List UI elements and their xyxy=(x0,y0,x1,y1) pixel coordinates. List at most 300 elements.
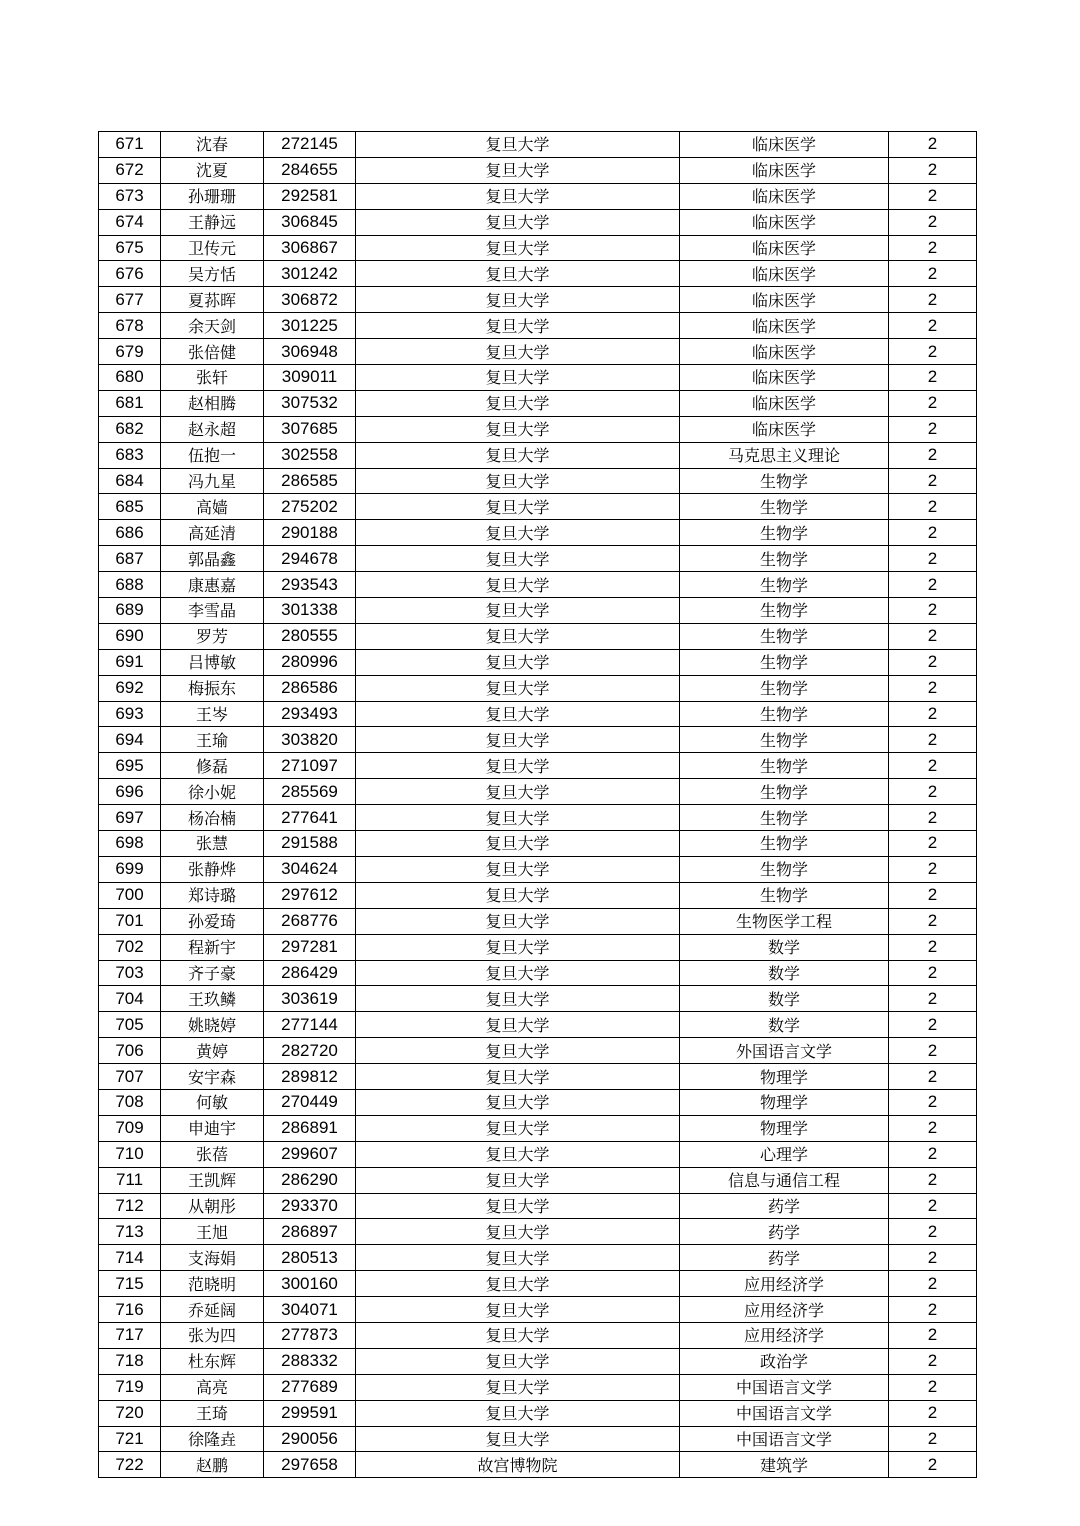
table-row xyxy=(99,339,977,365)
batch-cell: 2 xyxy=(889,1348,977,1374)
candidate-id-cell: 285569 xyxy=(264,779,356,805)
table-row xyxy=(99,701,977,727)
row-index-cell: 701 xyxy=(99,908,161,934)
institution-cell: 复旦大学 xyxy=(356,1219,680,1245)
candidate-id-cell: 268776 xyxy=(264,908,356,934)
batch-cell: 2 xyxy=(889,882,977,908)
table-row xyxy=(99,1452,977,1478)
row-index-cell: 686 xyxy=(99,520,161,546)
candidate-id-cell: 306948 xyxy=(264,339,356,365)
candidate-id-cell: 306867 xyxy=(264,235,356,261)
major-cell: 临床医学 xyxy=(680,157,889,183)
batch-cell: 2 xyxy=(889,675,977,701)
batch-cell: 2 xyxy=(889,1400,977,1426)
batch-cell: 2 xyxy=(889,649,977,675)
major-cell: 生物学 xyxy=(680,675,889,701)
name-cell: 何敏 xyxy=(161,1089,264,1115)
name-cell: 余天剑 xyxy=(161,313,264,339)
name-cell: 王瑜 xyxy=(161,727,264,753)
row-index-cell: 714 xyxy=(99,1245,161,1271)
batch-cell: 2 xyxy=(889,1038,977,1064)
institution-cell: 复旦大学 xyxy=(356,494,680,520)
table-row xyxy=(99,1064,977,1090)
candidate-id-cell: 286429 xyxy=(264,960,356,986)
candidate-id-cell: 291588 xyxy=(264,831,356,857)
batch-cell: 2 xyxy=(889,235,977,261)
table-row xyxy=(99,1012,977,1038)
major-cell: 生物学 xyxy=(680,649,889,675)
batch-cell: 2 xyxy=(889,831,977,857)
candidate-id-cell: 309011 xyxy=(264,365,356,391)
candidate-id-cell: 282720 xyxy=(264,1038,356,1064)
batch-cell: 2 xyxy=(889,1064,977,1090)
row-index-cell: 694 xyxy=(99,727,161,753)
row-index-cell: 720 xyxy=(99,1400,161,1426)
candidate-id-cell: 294678 xyxy=(264,546,356,572)
row-index-cell: 719 xyxy=(99,1374,161,1400)
institution-cell: 复旦大学 xyxy=(356,261,680,287)
name-cell: 伍抱一 xyxy=(161,442,264,468)
major-cell: 生物学 xyxy=(680,727,889,753)
institution-cell: 复旦大学 xyxy=(356,1115,680,1141)
table-row xyxy=(99,494,977,520)
institution-cell: 复旦大学 xyxy=(356,779,680,805)
candidate-id-cell: 286891 xyxy=(264,1115,356,1141)
name-cell: 沈春 xyxy=(161,132,264,158)
candidate-id-cell: 292581 xyxy=(264,183,356,209)
name-cell: 杨冶楠 xyxy=(161,805,264,831)
institution-cell: 复旦大学 xyxy=(356,235,680,261)
major-cell: 中国语言文学 xyxy=(680,1374,889,1400)
candidate-id-cell: 306872 xyxy=(264,287,356,313)
row-index-cell: 688 xyxy=(99,572,161,598)
table-row xyxy=(99,468,977,494)
candidate-id-cell: 277641 xyxy=(264,805,356,831)
table-row xyxy=(99,1426,977,1452)
major-cell: 临床医学 xyxy=(680,390,889,416)
table-row xyxy=(99,934,977,960)
institution-cell: 复旦大学 xyxy=(356,675,680,701)
batch-cell: 2 xyxy=(889,934,977,960)
candidate-id-cell: 277873 xyxy=(264,1322,356,1348)
batch-cell: 2 xyxy=(889,1271,977,1297)
candidate-id-cell: 272145 xyxy=(264,132,356,158)
batch-cell: 2 xyxy=(889,701,977,727)
name-cell: 杜东辉 xyxy=(161,1348,264,1374)
major-cell: 临床医学 xyxy=(680,416,889,442)
candidate-id-cell: 303619 xyxy=(264,986,356,1012)
table-row xyxy=(99,779,977,805)
institution-cell: 复旦大学 xyxy=(356,1348,680,1374)
candidate-id-cell: 306845 xyxy=(264,209,356,235)
row-index-cell: 692 xyxy=(99,675,161,701)
institution-cell: 复旦大学 xyxy=(356,1271,680,1297)
table-row xyxy=(99,727,977,753)
candidate-id-cell: 297612 xyxy=(264,882,356,908)
row-index-cell: 721 xyxy=(99,1426,161,1452)
name-cell: 申迪宇 xyxy=(161,1115,264,1141)
name-cell: 沈夏 xyxy=(161,157,264,183)
batch-cell: 2 xyxy=(889,753,977,779)
batch-cell: 2 xyxy=(889,1426,977,1452)
major-cell: 临床医学 xyxy=(680,132,889,158)
table-row xyxy=(99,1089,977,1115)
name-cell: 卫传元 xyxy=(161,235,264,261)
name-cell: 高亮 xyxy=(161,1374,264,1400)
table-row xyxy=(99,1400,977,1426)
candidate-id-cell: 286897 xyxy=(264,1219,356,1245)
name-cell: 王玖鳞 xyxy=(161,986,264,1012)
institution-cell: 复旦大学 xyxy=(356,365,680,391)
table-row xyxy=(99,1271,977,1297)
row-index-cell: 674 xyxy=(99,209,161,235)
row-index-cell: 699 xyxy=(99,856,161,882)
name-cell: 修磊 xyxy=(161,753,264,779)
row-index-cell: 678 xyxy=(99,313,161,339)
table-row xyxy=(99,132,977,158)
institution-cell: 复旦大学 xyxy=(356,1012,680,1038)
row-index-cell: 705 xyxy=(99,1012,161,1038)
candidate-id-cell: 280996 xyxy=(264,649,356,675)
table-row xyxy=(99,1374,977,1400)
name-cell: 郭晶鑫 xyxy=(161,546,264,572)
major-cell: 数学 xyxy=(680,986,889,1012)
table-row xyxy=(99,1245,977,1271)
candidate-id-cell: 307532 xyxy=(264,390,356,416)
table-row xyxy=(99,598,977,624)
candidate-id-cell: 300160 xyxy=(264,1271,356,1297)
table-row xyxy=(99,365,977,391)
candidate-id-cell: 304071 xyxy=(264,1297,356,1323)
candidate-id-cell: 289812 xyxy=(264,1064,356,1090)
candidate-id-cell: 277144 xyxy=(264,1012,356,1038)
candidate-id-cell: 299591 xyxy=(264,1400,356,1426)
batch-cell: 2 xyxy=(889,1452,977,1478)
major-cell: 临床医学 xyxy=(680,209,889,235)
name-cell: 张倍健 xyxy=(161,339,264,365)
institution-cell: 复旦大学 xyxy=(356,157,680,183)
candidate-id-cell: 307685 xyxy=(264,416,356,442)
candidate-id-cell: 293543 xyxy=(264,572,356,598)
institution-cell: 复旦大学 xyxy=(356,934,680,960)
major-cell: 外国语言文学 xyxy=(680,1038,889,1064)
name-cell: 夏荪晖 xyxy=(161,287,264,313)
institution-cell: 复旦大学 xyxy=(356,908,680,934)
row-index-cell: 689 xyxy=(99,598,161,624)
major-cell: 药学 xyxy=(680,1193,889,1219)
table-row xyxy=(99,986,977,1012)
major-cell: 生物学 xyxy=(680,468,889,494)
table-row xyxy=(99,572,977,598)
institution-cell: 故宫博物院 xyxy=(356,1452,680,1478)
name-cell: 程新宇 xyxy=(161,934,264,960)
batch-cell: 2 xyxy=(889,1219,977,1245)
table-row xyxy=(99,1193,977,1219)
candidate-id-cell: 297658 xyxy=(264,1452,356,1478)
name-cell: 吴方恬 xyxy=(161,261,264,287)
table-row xyxy=(99,908,977,934)
batch-cell: 2 xyxy=(889,856,977,882)
institution-cell: 复旦大学 xyxy=(356,986,680,1012)
table-row xyxy=(99,882,977,908)
institution-cell: 复旦大学 xyxy=(356,339,680,365)
row-index-cell: 712 xyxy=(99,1193,161,1219)
institution-cell: 复旦大学 xyxy=(356,831,680,857)
major-cell: 物理学 xyxy=(680,1064,889,1090)
major-cell: 生物学 xyxy=(680,856,889,882)
candidate-id-cell: 271097 xyxy=(264,753,356,779)
batch-cell: 2 xyxy=(889,1141,977,1167)
major-cell: 生物学 xyxy=(680,623,889,649)
name-cell: 徐小妮 xyxy=(161,779,264,805)
name-cell: 康惠嘉 xyxy=(161,572,264,598)
name-cell: 范晓明 xyxy=(161,1271,264,1297)
major-cell: 生物学 xyxy=(680,779,889,805)
candidate-id-cell: 301225 xyxy=(264,313,356,339)
institution-cell: 复旦大学 xyxy=(356,727,680,753)
batch-cell: 2 xyxy=(889,727,977,753)
name-cell: 张蓓 xyxy=(161,1141,264,1167)
batch-cell: 2 xyxy=(889,261,977,287)
major-cell: 临床医学 xyxy=(680,261,889,287)
major-cell: 政治学 xyxy=(680,1348,889,1374)
batch-cell: 2 xyxy=(889,986,977,1012)
row-index-cell: 675 xyxy=(99,235,161,261)
table-row xyxy=(99,546,977,572)
table-row xyxy=(99,1322,977,1348)
name-cell: 李雪晶 xyxy=(161,598,264,624)
table-row xyxy=(99,183,977,209)
table-row xyxy=(99,805,977,831)
batch-cell: 2 xyxy=(889,313,977,339)
institution-cell: 复旦大学 xyxy=(356,546,680,572)
institution-cell: 复旦大学 xyxy=(356,1297,680,1323)
row-index-cell: 706 xyxy=(99,1038,161,1064)
institution-cell: 复旦大学 xyxy=(356,572,680,598)
row-index-cell: 700 xyxy=(99,882,161,908)
major-cell: 生物学 xyxy=(680,598,889,624)
row-index-cell: 711 xyxy=(99,1167,161,1193)
candidate-id-cell: 286585 xyxy=(264,468,356,494)
batch-cell: 2 xyxy=(889,805,977,831)
batch-cell: 2 xyxy=(889,1089,977,1115)
institution-cell: 复旦大学 xyxy=(356,805,680,831)
major-cell: 临床医学 xyxy=(680,183,889,209)
major-cell: 生物学 xyxy=(680,494,889,520)
row-index-cell: 679 xyxy=(99,339,161,365)
row-index-cell: 707 xyxy=(99,1064,161,1090)
institution-cell: 复旦大学 xyxy=(356,598,680,624)
table-row xyxy=(99,313,977,339)
table-row xyxy=(99,1348,977,1374)
institution-cell: 复旦大学 xyxy=(356,520,680,546)
name-cell: 赵相腾 xyxy=(161,390,264,416)
batch-cell: 2 xyxy=(889,339,977,365)
name-cell: 安宇森 xyxy=(161,1064,264,1090)
name-cell: 徐隆垚 xyxy=(161,1426,264,1452)
table-row xyxy=(99,520,977,546)
batch-cell: 2 xyxy=(889,1245,977,1271)
table-row xyxy=(99,831,977,857)
candidate-id-cell: 302558 xyxy=(264,442,356,468)
row-index-cell: 722 xyxy=(99,1452,161,1478)
major-cell: 药学 xyxy=(680,1245,889,1271)
name-cell: 乔延阔 xyxy=(161,1297,264,1323)
row-index-cell: 682 xyxy=(99,416,161,442)
institution-cell: 复旦大学 xyxy=(356,1426,680,1452)
institution-cell: 复旦大学 xyxy=(356,442,680,468)
batch-cell: 2 xyxy=(889,1167,977,1193)
candidate-id-cell: 293493 xyxy=(264,701,356,727)
institution-cell: 复旦大学 xyxy=(356,287,680,313)
row-index-cell: 676 xyxy=(99,261,161,287)
table-row xyxy=(99,649,977,675)
candidate-id-cell: 301242 xyxy=(264,261,356,287)
row-index-cell: 673 xyxy=(99,183,161,209)
candidate-id-cell: 297281 xyxy=(264,934,356,960)
major-cell: 中国语言文学 xyxy=(680,1426,889,1452)
batch-cell: 2 xyxy=(889,416,977,442)
major-cell: 心理学 xyxy=(680,1141,889,1167)
name-cell: 赵永超 xyxy=(161,416,264,442)
institution-cell: 复旦大学 xyxy=(356,1322,680,1348)
institution-cell: 复旦大学 xyxy=(356,1193,680,1219)
candidate-id-cell: 286290 xyxy=(264,1167,356,1193)
batch-cell: 2 xyxy=(889,1322,977,1348)
institution-cell: 复旦大学 xyxy=(356,1141,680,1167)
candidate-id-cell: 284655 xyxy=(264,157,356,183)
name-cell: 梅振东 xyxy=(161,675,264,701)
name-cell: 王琦 xyxy=(161,1400,264,1426)
batch-cell: 2 xyxy=(889,209,977,235)
major-cell: 数学 xyxy=(680,934,889,960)
batch-cell: 2 xyxy=(889,494,977,520)
name-cell: 赵鹏 xyxy=(161,1452,264,1478)
institution-cell: 复旦大学 xyxy=(356,1038,680,1064)
name-cell: 孙珊珊 xyxy=(161,183,264,209)
name-cell: 张慧 xyxy=(161,831,264,857)
batch-cell: 2 xyxy=(889,365,977,391)
institution-cell: 复旦大学 xyxy=(356,623,680,649)
row-index-cell: 709 xyxy=(99,1115,161,1141)
candidate-id-cell: 301338 xyxy=(264,598,356,624)
row-index-cell: 681 xyxy=(99,390,161,416)
row-index-cell: 710 xyxy=(99,1141,161,1167)
major-cell: 临床医学 xyxy=(680,365,889,391)
name-cell: 罗芳 xyxy=(161,623,264,649)
name-cell: 从朝彤 xyxy=(161,1193,264,1219)
name-cell: 王静远 xyxy=(161,209,264,235)
row-index-cell: 698 xyxy=(99,831,161,857)
name-cell: 王岑 xyxy=(161,701,264,727)
batch-cell: 2 xyxy=(889,1374,977,1400)
major-cell: 生物学 xyxy=(680,882,889,908)
batch-cell: 2 xyxy=(889,468,977,494)
candidate-id-cell: 270449 xyxy=(264,1089,356,1115)
institution-cell: 复旦大学 xyxy=(356,960,680,986)
row-index-cell: 680 xyxy=(99,365,161,391)
major-cell: 生物学 xyxy=(680,520,889,546)
row-index-cell: 708 xyxy=(99,1089,161,1115)
major-cell: 生物医学工程 xyxy=(680,908,889,934)
batch-cell: 2 xyxy=(889,1115,977,1141)
batch-cell: 2 xyxy=(889,546,977,572)
batch-cell: 2 xyxy=(889,442,977,468)
row-index-cell: 677 xyxy=(99,287,161,313)
batch-cell: 2 xyxy=(889,520,977,546)
candidate-id-cell: 286586 xyxy=(264,675,356,701)
institution-cell: 复旦大学 xyxy=(356,390,680,416)
major-cell: 生物学 xyxy=(680,546,889,572)
major-cell: 数学 xyxy=(680,960,889,986)
batch-cell: 2 xyxy=(889,598,977,624)
institution-cell: 复旦大学 xyxy=(356,132,680,158)
row-index-cell: 717 xyxy=(99,1322,161,1348)
table-row xyxy=(99,235,977,261)
row-index-cell: 718 xyxy=(99,1348,161,1374)
batch-cell: 2 xyxy=(889,183,977,209)
table-row xyxy=(99,1115,977,1141)
row-index-cell: 695 xyxy=(99,753,161,779)
table-row xyxy=(99,287,977,313)
major-cell: 生物学 xyxy=(680,831,889,857)
candidate-id-cell: 290188 xyxy=(264,520,356,546)
table-row xyxy=(99,1219,977,1245)
name-cell: 张静烨 xyxy=(161,856,264,882)
batch-cell: 2 xyxy=(889,157,977,183)
major-cell: 数学 xyxy=(680,1012,889,1038)
major-cell: 信息与通信工程 xyxy=(680,1167,889,1193)
row-index-cell: 696 xyxy=(99,779,161,805)
major-cell: 马克思主义理论 xyxy=(680,442,889,468)
batch-cell: 2 xyxy=(889,287,977,313)
candidate-id-cell: 299607 xyxy=(264,1141,356,1167)
major-cell: 物理学 xyxy=(680,1089,889,1115)
major-cell: 临床医学 xyxy=(680,287,889,313)
row-index-cell: 671 xyxy=(99,132,161,158)
table-row xyxy=(99,753,977,779)
major-cell: 生物学 xyxy=(680,572,889,598)
name-cell: 支海娟 xyxy=(161,1245,264,1271)
row-index-cell: 693 xyxy=(99,701,161,727)
table-body xyxy=(99,132,977,1478)
institution-cell: 复旦大学 xyxy=(356,701,680,727)
name-cell: 孙爱琦 xyxy=(161,908,264,934)
batch-cell: 2 xyxy=(889,1012,977,1038)
candidate-id-cell: 290056 xyxy=(264,1426,356,1452)
row-index-cell: 690 xyxy=(99,623,161,649)
candidate-id-cell: 277689 xyxy=(264,1374,356,1400)
batch-cell: 2 xyxy=(889,1193,977,1219)
row-index-cell: 697 xyxy=(99,805,161,831)
institution-cell: 复旦大学 xyxy=(356,468,680,494)
institution-cell: 复旦大学 xyxy=(356,416,680,442)
table-row xyxy=(99,856,977,882)
name-cell: 黄婷 xyxy=(161,1038,264,1064)
candidate-id-cell: 304624 xyxy=(264,856,356,882)
name-cell: 郑诗璐 xyxy=(161,882,264,908)
admission-list-table xyxy=(98,131,977,1478)
institution-cell: 复旦大学 xyxy=(356,1167,680,1193)
row-index-cell: 713 xyxy=(99,1219,161,1245)
table-row xyxy=(99,1167,977,1193)
row-index-cell: 704 xyxy=(99,986,161,1012)
institution-cell: 复旦大学 xyxy=(356,1064,680,1090)
candidate-id-cell: 280513 xyxy=(264,1245,356,1271)
name-cell: 张轩 xyxy=(161,365,264,391)
institution-cell: 复旦大学 xyxy=(356,1245,680,1271)
candidate-id-cell: 293370 xyxy=(264,1193,356,1219)
